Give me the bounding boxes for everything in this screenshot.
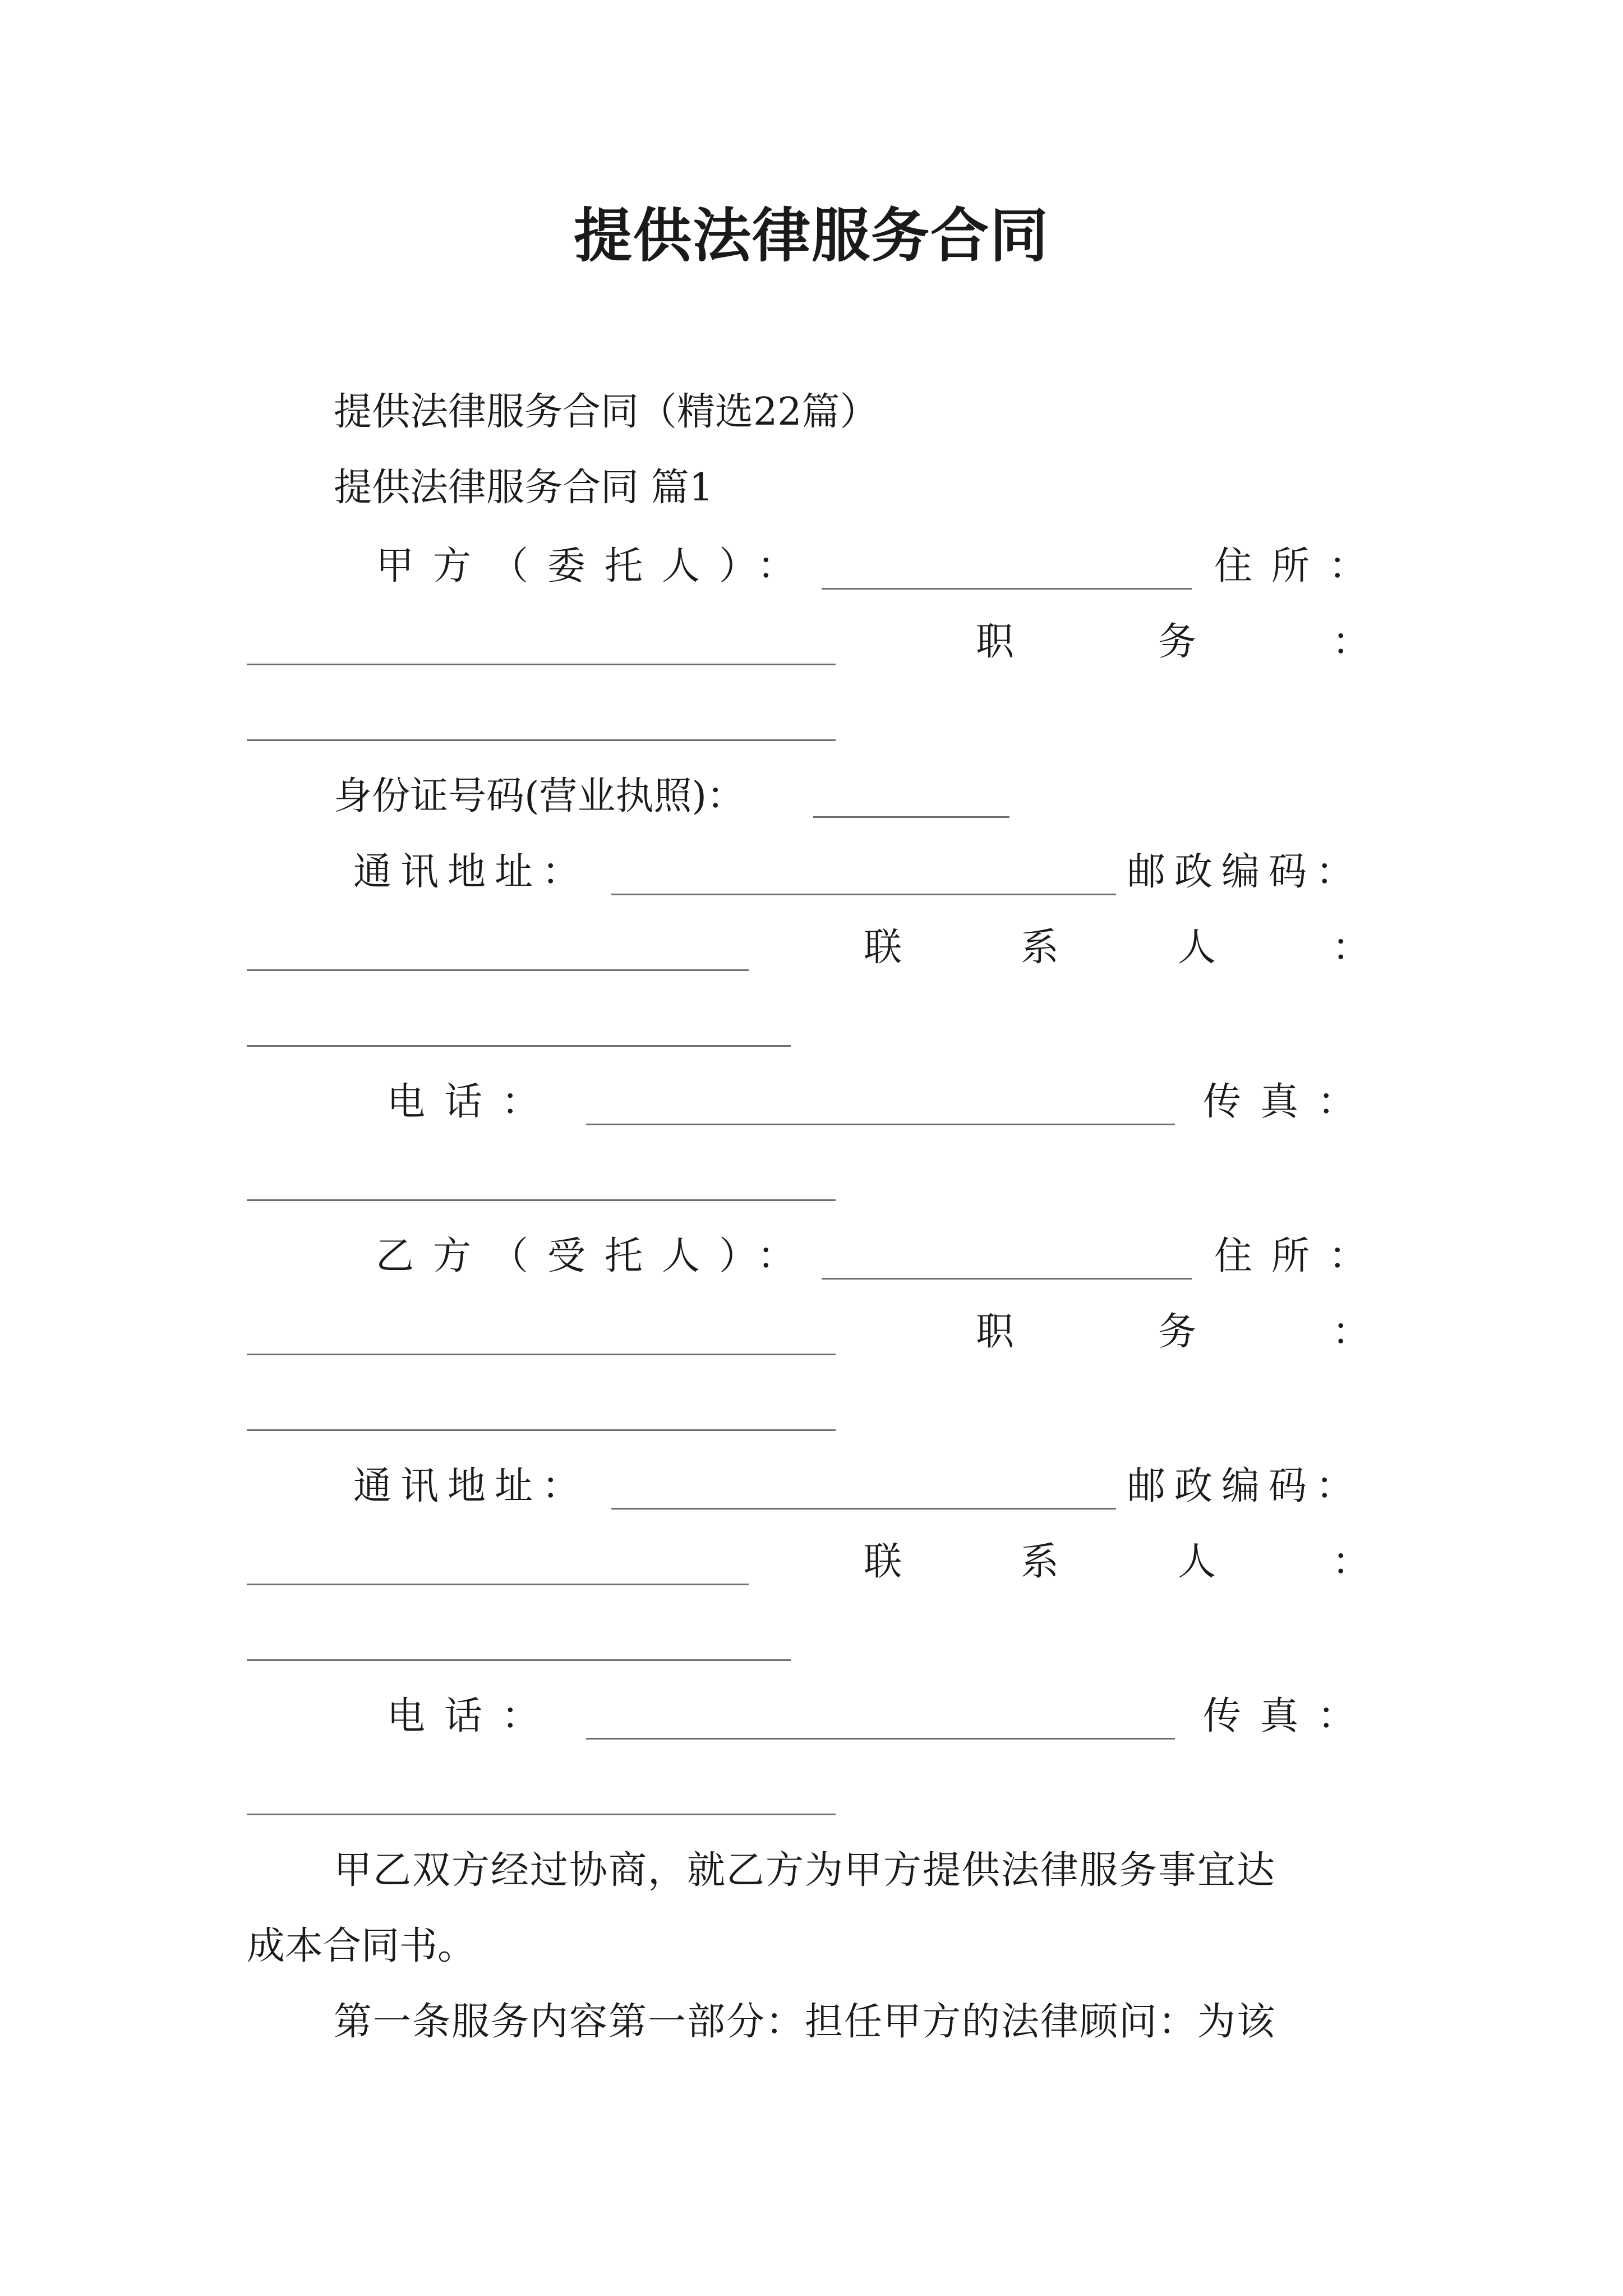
party-a-contact-blank: [247, 1045, 791, 1047]
party-b-position-char-1: 职: [976, 1310, 1015, 1354]
party-a-heading: 甲方（委托人）：: [376, 544, 815, 588]
party-b-position-colon: ：: [1332, 1310, 1371, 1354]
document-subtitle: 提供法律服务合同（精选22篇）: [334, 390, 878, 434]
party-b-fax-blank: [247, 1814, 836, 1815]
party-a-mailing-blank: [611, 894, 1116, 895]
party-a-contact-char-1: 联: [864, 926, 902, 970]
party-a-position-blank: [247, 739, 836, 741]
party-a-id-blank: [813, 816, 1009, 818]
party-b-postal-label: 邮政编码：: [1127, 1464, 1363, 1508]
party-a-contact-char-2: 系: [1021, 926, 1059, 970]
party-b-postal-blank: [247, 1584, 749, 1585]
party-b-contact-char-2: 系: [1021, 1540, 1059, 1584]
agreement-paragraph-line-1: 甲乙双方经过协商，就乙方为甲方提供法律服务事宜达: [334, 1848, 1276, 1893]
party-b-name-blank: [822, 1278, 1192, 1280]
party-a-position-char-2: 务: [1158, 620, 1197, 664]
party-b-contact-colon: ：: [1332, 1540, 1371, 1584]
party-a-phone-label: 电话：: [387, 1080, 559, 1124]
party-a-position-char-1: 职: [976, 620, 1015, 664]
party-b-address-label: 住所：: [1214, 1234, 1386, 1278]
party-a-id-label: 身份证号码(营业执照)：: [334, 774, 745, 818]
party-b-phone-label: 电话：: [387, 1694, 559, 1738]
party-a-position-colon: ：: [1332, 620, 1371, 664]
party-a-phone-blank: [586, 1124, 1175, 1125]
party-a-contact-colon: ：: [1332, 926, 1371, 970]
party-b-mailing-blank: [611, 1508, 1116, 1510]
agreement-paragraph-line-2: 成本合同书。: [247, 1924, 476, 1968]
party-b-position-char-2: 务: [1158, 1310, 1197, 1354]
party-a-fax-blank: [247, 1199, 836, 1201]
party-a-postal-label: 邮政编码：: [1127, 850, 1363, 894]
section-heading: 提供法律服务合同 篇1: [334, 466, 713, 510]
party-b-address-blank: [247, 1354, 836, 1355]
document-title: 提供法律服务合同: [573, 201, 1049, 270]
party-b-mailing-label: 通讯地址：: [353, 1464, 589, 1508]
party-a-contact-char-3: 人: [1178, 926, 1216, 970]
party-a-fax-label: 传真：: [1203, 1080, 1375, 1124]
party-b-phone-blank: [586, 1738, 1175, 1740]
party-a-name-blank: [822, 588, 1192, 590]
party-a-postal-blank: [247, 969, 749, 971]
article-1-line-1: 第一条服务内容第一部分：担任甲方的法律顾问：为该: [334, 2000, 1276, 2044]
party-a-mailing-label: 通讯地址：: [353, 850, 589, 894]
party-b-position-blank: [247, 1429, 836, 1431]
party-b-contact-char-3: 人: [1178, 1540, 1216, 1584]
party-a-address-blank: [247, 664, 836, 665]
party-b-contact-char-1: 联: [864, 1540, 902, 1584]
party-b-heading: 乙方（受托人）：: [376, 1234, 815, 1278]
party-b-fax-label: 传真：: [1203, 1694, 1375, 1738]
party-b-contact-blank: [247, 1659, 791, 1661]
party-a-address-label: 住所：: [1214, 544, 1386, 588]
